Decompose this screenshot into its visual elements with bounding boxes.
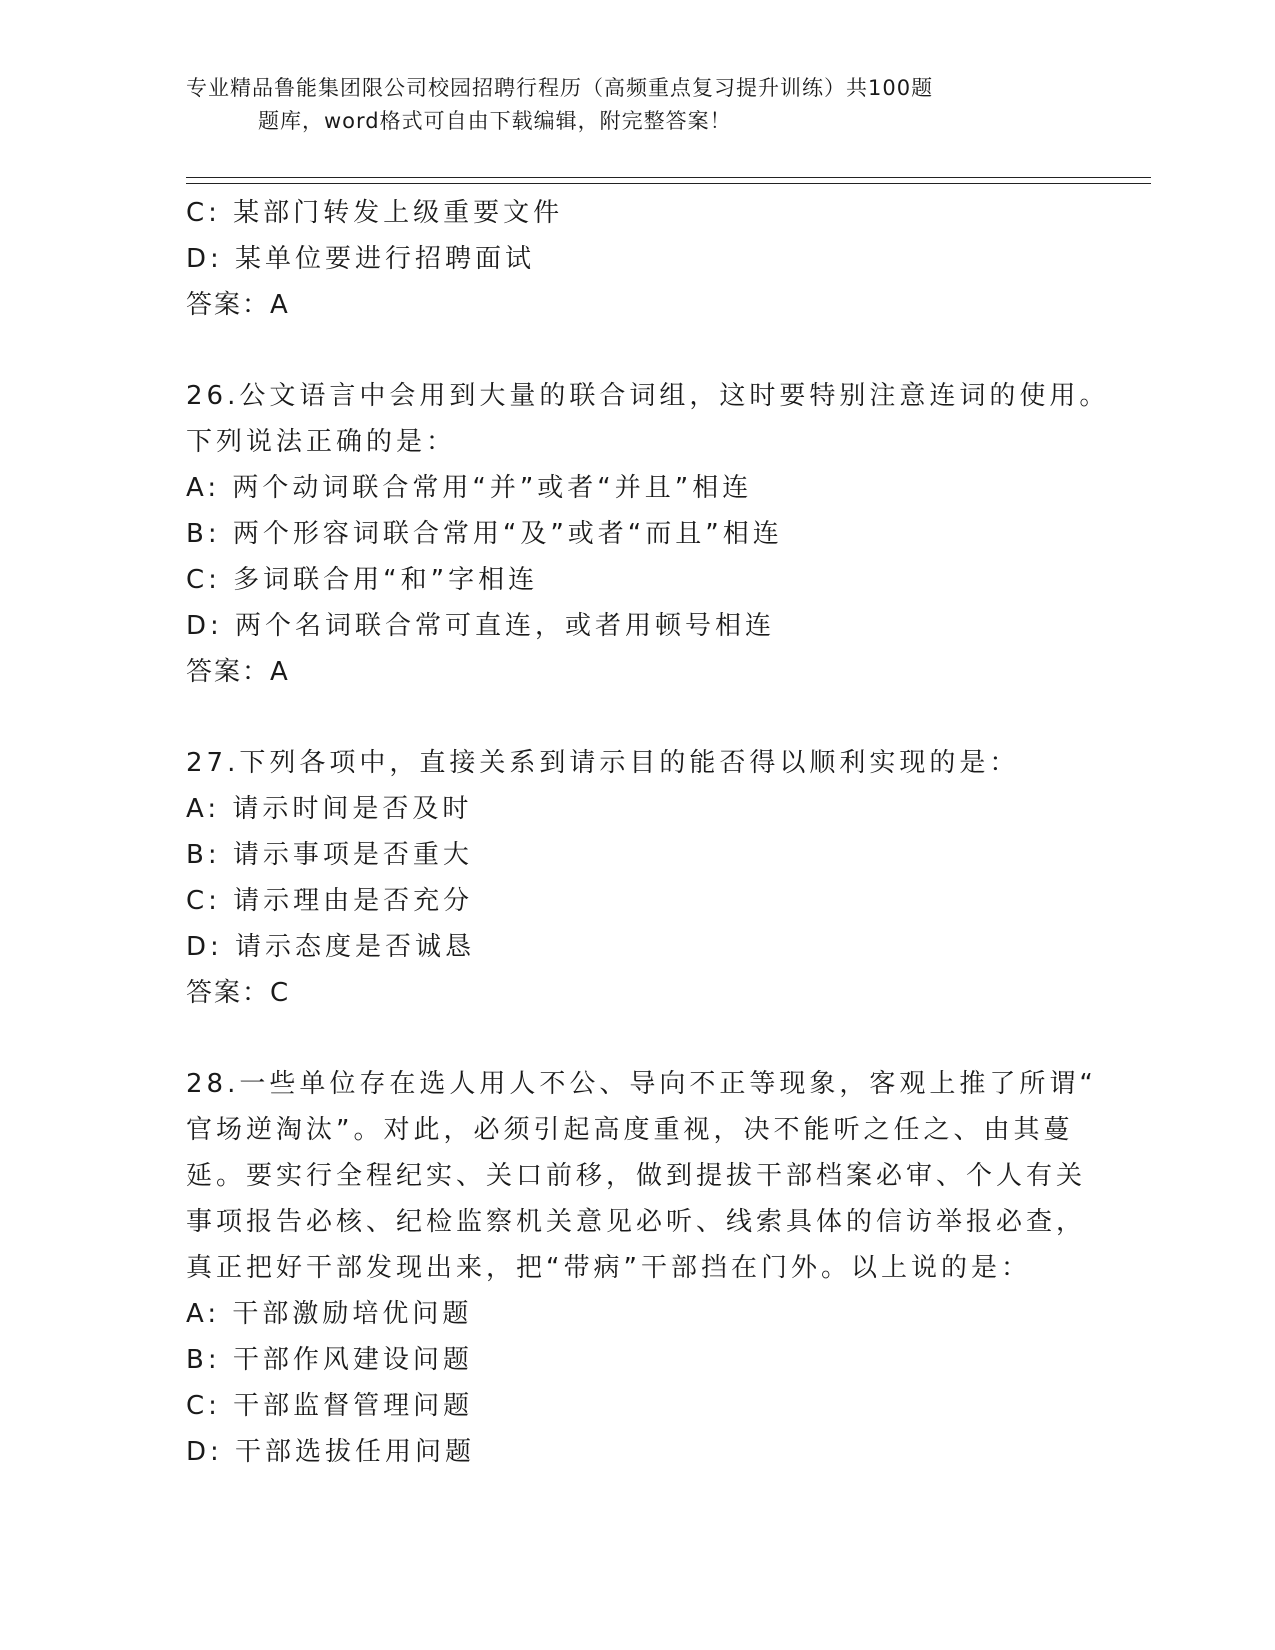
- question-26: [186, 373, 1110, 695]
- option-b: B: 干部作风建设问题: [186, 1345, 473, 1375]
- header-divider-bottom: [186, 183, 1151, 184]
- spacer: [186, 328, 1086, 373]
- option-a: A: 请示时间是否及时: [186, 794, 473, 824]
- question-27: [186, 740, 1086, 1016]
- question-stem: 27.下列各项中，直接关系到请示目的能否得以顺利实现的是：: [186, 748, 1020, 778]
- question-28: [186, 1061, 1097, 1475]
- document-header: [186, 72, 1046, 138]
- header-title-line-1: 专业精品鲁能集团限公司校园招聘行程历（高频重点复习提升训练）共100题: [186, 76, 934, 100]
- question-stem: 真正把好干部发现出来，把“带病”干部挡在门外。以上说的是：: [186, 1253, 1031, 1283]
- answer-line: 答案：C: [186, 978, 291, 1008]
- question-stem: 延。要实行全程纪实、关口前移，做到提拔干部档案必审、个人有关: [186, 1161, 1087, 1191]
- answer-line: 答案：A: [186, 290, 290, 320]
- option-a: A: 干部激励培优问题: [186, 1299, 473, 1329]
- answer-line: 答案：A: [186, 657, 290, 687]
- question-content: [186, 190, 1110, 1475]
- spacer: [186, 1016, 1086, 1061]
- option-c: C: 干部监督管理问题: [186, 1391, 474, 1421]
- option-b: B: 请示事项是否重大: [186, 840, 473, 870]
- option-d: D: 请示态度是否诚恳: [186, 932, 476, 962]
- option-c: C: 请示理由是否充分: [186, 886, 474, 916]
- header-divider-top: [186, 177, 1151, 178]
- option-d: D: 两个名词联合常可直连，或者用顿号相连: [186, 611, 776, 641]
- question-stem: 官场逆淘汰”。对此，必须引起高度重视，决不能听之任之、由其蔓: [186, 1115, 1074, 1145]
- option-a: A: 两个动词联合常用“并”或者“并且”相连: [186, 473, 753, 503]
- option-d: D: 干部选拔任用问题: [186, 1437, 476, 1467]
- option-d: D: 某单位要进行招聘面试: [186, 244, 536, 274]
- question-stem: 28.一些单位存在选人用人不公、导向不正等现象，客观上推了所谓“: [186, 1069, 1097, 1099]
- question-stem: 下列说法正确的是：: [186, 427, 457, 457]
- question-stem: 事项报告必核、纪检监察机关意见必听、线索具体的信访举报必查，: [186, 1207, 1087, 1237]
- spacer: [186, 695, 1086, 740]
- option-c: C: 多词联合用“和”字相连: [186, 565, 539, 595]
- prev-question-block: [186, 190, 1086, 328]
- question-stem: 26.公文语言中会用到大量的联合词组，这时要特别注意连词的使用。: [186, 381, 1110, 411]
- option-b: B: 两个形容词联合常用“及”或者“而且”相连: [186, 519, 783, 549]
- header-title-line-2: 题库，word格式可自由下载编辑，附完整答案！: [258, 109, 732, 133]
- option-c: C: 某部门转发上级重要文件: [186, 198, 564, 228]
